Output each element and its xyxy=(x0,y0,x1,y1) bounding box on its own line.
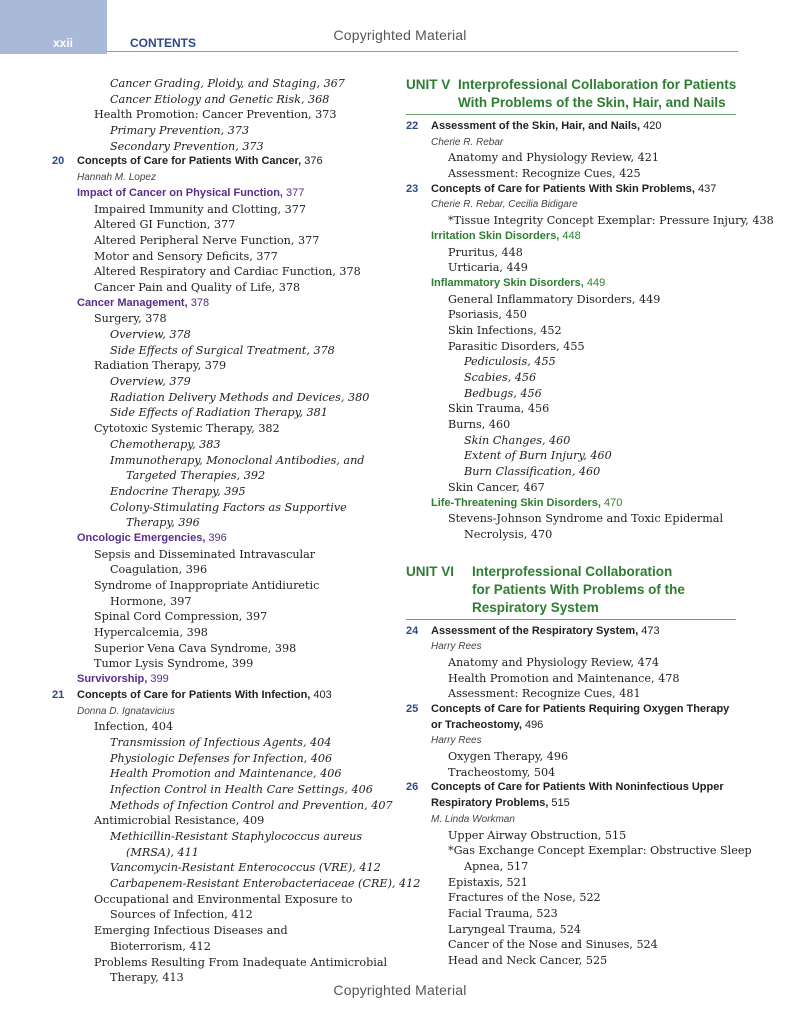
running-head: CONTENTS xyxy=(130,36,196,50)
toc-entry-continued: Bioterrorism, 412 xyxy=(110,939,211,953)
toc-entry: Superior Vena Cava Syndrome, 398 xyxy=(94,641,297,655)
toc-entry: Burn Classification, 460 xyxy=(464,465,601,479)
toc-entry-continued: Hormone, 397 xyxy=(110,594,192,608)
chapter-author: Cherie R. Rebar xyxy=(431,136,504,148)
toc-entry: General Inflammatory Disorders, 449 xyxy=(448,292,661,306)
toc-entry: Assessment: Recognize Cues, 425 xyxy=(448,167,641,181)
section-page: 470 xyxy=(600,496,623,509)
page-number: xxii xyxy=(53,36,74,50)
toc-entry: Skin Changes, 460 xyxy=(464,433,571,447)
section-heading xyxy=(52,296,392,312)
section-title: Cancer Management, xyxy=(77,296,188,309)
toc-entry: Carbapenem-Resistant Enterobacteriaceae (CRE), 412 xyxy=(110,877,421,891)
toc-entry: Facial Trauma, 523 xyxy=(448,906,558,920)
toc-entry: Impaired Immunity and Clotting, 377 xyxy=(94,202,306,216)
toc-entry: Fractures of the Nose, 522 xyxy=(448,891,601,905)
chapter-author: Harry Rees xyxy=(431,641,482,653)
toc-entry: Altered Peripheral Nerve Function, 377 xyxy=(94,233,320,247)
toc-entry-continued: Therapy, 413 xyxy=(110,971,184,985)
toc-entry: Pediculosis, 455 xyxy=(464,355,556,369)
toc-entry: Cancer Grading, Ploidy, and Staging, 367 xyxy=(110,77,345,90)
chapter-author: Donna D. Ignatavicius xyxy=(77,705,175,717)
toc-entry-continued: Therapy, 396 xyxy=(126,516,200,530)
toc-entry: Surgery, 378 xyxy=(94,312,167,326)
unit-5-heading xyxy=(406,76,740,112)
toc-entry: Anatomy and Physiology Review, 474 xyxy=(448,655,659,669)
section-page: 399 xyxy=(147,673,169,686)
toc-entry: *Gas Exchange Concept Exemplar: Obstructive Sleep xyxy=(448,844,752,858)
chapter-author: Harry Rees xyxy=(431,735,482,747)
chapter-title: Concepts of Care for Patients With Skin Problems, xyxy=(431,182,695,195)
chapter-page: 496 xyxy=(521,718,544,731)
chapter-title: Concepts of Care for Patients With Cancer, xyxy=(77,155,302,168)
toc-entry-continued: (MRSA), 411 xyxy=(126,845,199,859)
toc-entry: Occupational and Environmental Exposure to xyxy=(94,892,353,906)
chapter-title-continued xyxy=(406,796,740,812)
toc-entry: Radiation Delivery Methods and Devices, 380 xyxy=(110,390,370,404)
watermark-bottom: Copyrighted Material xyxy=(333,982,467,998)
section-heading xyxy=(406,276,740,292)
chapter-number: 22 xyxy=(406,120,419,132)
unit-label: UNIT V xyxy=(406,77,451,92)
toc-entry: Skin Cancer, 467 xyxy=(448,480,545,494)
chapter-number: 21 xyxy=(52,688,65,701)
toc-entry: Skin Trauma, 456 xyxy=(448,402,550,416)
section-title: Survivorship, xyxy=(77,673,148,686)
header-rule xyxy=(107,51,738,52)
unit-title-continued: With Problems of the Skin, Hair, and Nails xyxy=(458,95,726,110)
chapter-title: or Tracheostomy, xyxy=(431,718,522,731)
section-heading xyxy=(406,229,740,245)
toc-entry: Anatomy and Physiology Review, 421 xyxy=(448,151,659,165)
toc-entry: Antimicrobial Resistance, 409 xyxy=(94,814,265,828)
watermark-top: Copyrighted Material xyxy=(333,27,467,43)
section-heading xyxy=(406,496,740,512)
chapter-number: 26 xyxy=(406,781,419,794)
toc-entry: Methods of Infection Control and Prevention, 407 xyxy=(110,798,393,812)
unit-rule xyxy=(406,114,736,115)
chapter-number: 20 xyxy=(52,155,65,168)
toc-entry: Spinal Cord Compression, 397 xyxy=(94,610,268,624)
toc-entry: Health Promotion and Maintenance, 478 xyxy=(448,671,680,685)
toc-entry: *Tissue Integrity Concept Exemplar: Pressure Injury, 438 xyxy=(448,214,774,228)
toc-entry: Cytotoxic Systemic Therapy, 382 xyxy=(94,422,280,436)
toc-entry: Cancer of the Nose and Sinuses, 524 xyxy=(448,938,658,952)
toc-entry: Infection, 404 xyxy=(94,720,174,734)
toc-entry: Overview, 379 xyxy=(110,375,191,389)
toc-entry: Laryngeal Trauma, 524 xyxy=(448,922,581,936)
toc-entry: Side Effects of Radiation Therapy, 381 xyxy=(110,406,328,420)
unit-title-continued: for Patients With Problems of the xyxy=(472,581,685,597)
toc-entry: Cancer Pain and Quality of Life, 378 xyxy=(94,280,301,294)
toc-entry: Secondary Prevention, 373 xyxy=(110,139,264,153)
toc-entry: Altered GI Function, 377 xyxy=(94,218,236,232)
section-title: Life-Threatening Skin Disorders, xyxy=(431,496,601,509)
toc-entry: Bedbugs, 456 xyxy=(464,386,542,400)
chapter-title: Assessment of the Respiratory System, xyxy=(431,624,639,637)
contents-right-column xyxy=(406,76,774,969)
section-page: 396 xyxy=(205,531,227,544)
chapter-title: Concepts of Care for Patients With Infection, xyxy=(77,688,311,701)
chapter-page: 437 xyxy=(694,182,717,195)
section-title: Irritation Skin Disorders, xyxy=(431,229,560,242)
toc-entry: Vancomycin-Resistant Enterococcus (VRE), 412 xyxy=(110,861,381,875)
unit-title: Interprofessional Collaboration xyxy=(472,563,673,579)
toc-entry: Tumor Lysis Syndrome, 399 xyxy=(94,657,254,671)
chapter-author: Cherie R. Rebar, Cecilia Bidigare xyxy=(431,199,578,211)
toc-entry: Psoriasis, 450 xyxy=(448,308,527,322)
toc-entry: Syndrome of Inappropriate Antidiuretic xyxy=(94,579,320,592)
toc-entry: Problems Resulting From Inadequate Antimicrobial xyxy=(94,955,388,969)
toc-entry: Upper Airway Obstruction, 515 xyxy=(448,828,627,842)
chapter-page: 376 xyxy=(301,155,323,168)
unit-label: UNIT VI xyxy=(406,563,455,579)
unit-6-heading xyxy=(406,563,740,617)
toc-entry-continued: Sources of Infection, 412 xyxy=(110,908,253,922)
toc-entry: Physiologic Defenses for Infection, 406 xyxy=(110,751,333,765)
toc-entry: Cancer Etiology and Genetic Risk, 368 xyxy=(110,92,330,106)
chapter-22-heading xyxy=(406,119,740,135)
toc-entry: Assessment: Recognize Cues, 481 xyxy=(448,687,641,701)
toc-entry: Radiation Therapy, 379 xyxy=(94,359,227,373)
toc-entry-continued: Coagulation, 396 xyxy=(110,563,208,577)
toc-entry: Health Promotion: Cancer Prevention, 373 xyxy=(94,108,337,122)
chapter-title: Concepts of Care for Patients Requiring Oxygen Therapy xyxy=(431,703,730,715)
toc-entry: Scabies, 456 xyxy=(464,371,537,384)
section-heading xyxy=(52,531,392,547)
chapter-23-heading xyxy=(406,182,740,198)
chapter-author: M. Linda Workman xyxy=(431,813,515,825)
section-heading xyxy=(52,186,392,202)
section-page: 378 xyxy=(187,296,210,309)
section-page: 449 xyxy=(583,276,606,289)
chapter-21-heading xyxy=(52,688,392,704)
chapter-number: 25 xyxy=(406,703,419,715)
chapter-20-heading xyxy=(52,154,392,170)
section-title: Inflammatory Skin Disorders, xyxy=(431,276,584,289)
section-title: Impact of Cancer on Physical Function, xyxy=(77,186,283,199)
chapter-page: 420 xyxy=(640,120,662,132)
toc-entry: Pruritus, 448 xyxy=(448,245,523,259)
unit-title-continued: Respiratory System xyxy=(472,599,599,615)
chapter-title: Concepts of Care for Patients With Noninfectious Upper xyxy=(431,781,724,794)
toc-entry: Extent of Burn Injury, 460 xyxy=(464,449,612,463)
toc-entry: Infection Control in Health Care Settings, 406 xyxy=(110,782,373,796)
chapter-author: Hannah M. Lopez xyxy=(77,172,156,184)
section-heading xyxy=(52,672,392,688)
chapter-title: Assessment of the Skin, Hair, and Nails, xyxy=(431,120,641,132)
toc-entry: Skin Infections, 452 xyxy=(448,323,562,337)
toc-entry: Head and Neck Cancer, 525 xyxy=(448,954,608,967)
chapter-24-heading xyxy=(406,624,740,640)
toc-entry-continued: Apnea, 517 xyxy=(464,859,529,873)
toc-entry: Epistaxis, 521 xyxy=(448,875,528,889)
chapter-page: 515 xyxy=(548,797,570,810)
toc-entry: Endocrine Therapy, 395 xyxy=(110,484,246,498)
section-title: Oncologic Emergencies, xyxy=(77,531,206,544)
toc-entry: Altered Respiratory and Cardiac Function, 378 xyxy=(94,265,361,279)
section-page: 377 xyxy=(282,186,305,199)
toc-entry: Hypercalcemia, 398 xyxy=(94,626,208,640)
toc-entry: Chemotherapy, 383 xyxy=(110,437,221,451)
toc-entry: Parasitic Disorders, 455 xyxy=(448,339,585,353)
chapter-number: 23 xyxy=(406,182,419,195)
chapter-26-heading xyxy=(406,780,740,796)
section-page: 448 xyxy=(559,229,581,242)
toc-entry: Tracheostomy, 504 xyxy=(448,765,556,779)
toc-entry: Primary Prevention, 373 xyxy=(110,124,250,138)
toc-entry: Methicillin-Resistant Staphylococcus aureus xyxy=(110,830,363,843)
chapter-number: 24 xyxy=(406,624,419,637)
toc-entry: Colony-Stimulating Factors as Supportive xyxy=(110,500,347,514)
toc-entry: Transmission of Infectious Agents, 404 xyxy=(110,735,332,749)
unit-rule xyxy=(406,619,736,620)
toc-entry: Overview, 378 xyxy=(110,328,191,341)
toc-entry: Emerging Infectious Diseases and xyxy=(94,924,288,938)
chapter-page: 403 xyxy=(310,688,332,701)
toc-entry: Oxygen Therapy, 496 xyxy=(448,750,569,764)
toc-entry-continued: Targeted Therapies, 392 xyxy=(126,469,266,483)
toc-entry: Sepsis and Disseminated Intravascular xyxy=(94,547,316,561)
toc-entry: Immunotherapy, Monoclonal Antibodies, and xyxy=(110,453,365,467)
toc-entry: Urticaria, 449 xyxy=(448,261,528,275)
chapter-25-heading xyxy=(406,702,740,718)
toc-entry: Health Promotion and Maintenance, 406 xyxy=(110,767,342,781)
toc-entry: Burns, 460 xyxy=(448,418,511,432)
chapter-title: Respiratory Problems, xyxy=(431,797,549,810)
chapter-page: 473 xyxy=(638,624,660,637)
chapter-title-continued xyxy=(406,718,740,734)
toc-entry: Motor and Sensory Deficits, 377 xyxy=(94,249,278,263)
toc-entry: Stevens-Johnson Syndrome and Toxic Epidermal xyxy=(448,512,724,526)
unit-title: Interprofessional Collaboration for Patients xyxy=(458,77,737,92)
toc-entry: Side Effects of Surgical Treatment, 378 xyxy=(110,343,335,357)
toc-entry-continued: Necrolysis, 470 xyxy=(464,527,553,541)
